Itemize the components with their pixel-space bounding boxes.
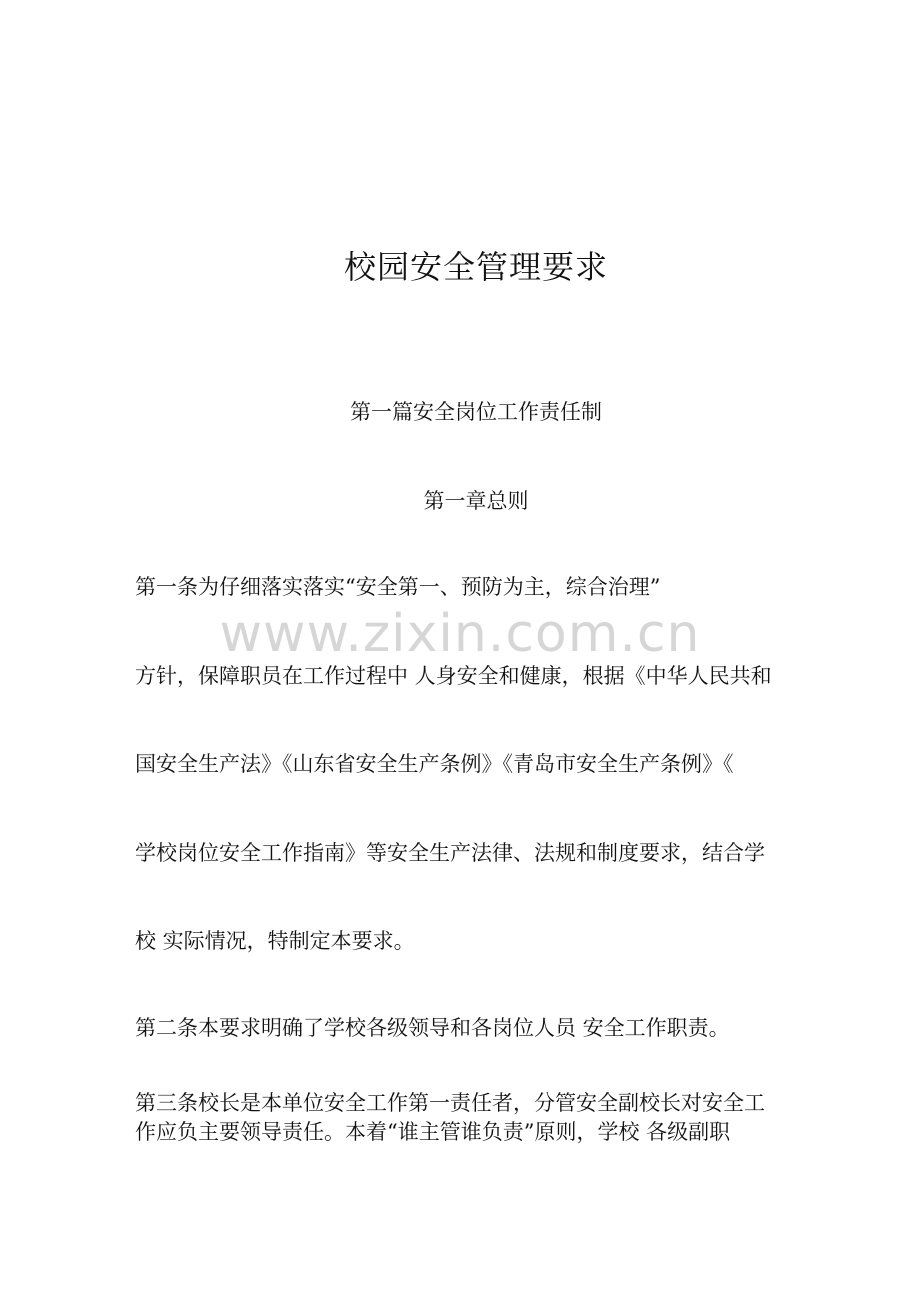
document-title: 校园安全管理要求 — [343, 248, 608, 286]
article-1-line-2: 方针，保障职员在工作过程中 人身安全和健康，根据《中华人民共和 — [135, 664, 772, 688]
watermark: www.zixin.com.cn — [219, 604, 701, 664]
article-1-line-4: 学校岗位安全工作指南》等安全生产法律、法规和制度要求，结合学 — [135, 841, 765, 865]
article-2-line-1: 第二条本要求明确了学校各级领导和各岗位人员 安全工作职责。 — [135, 1016, 730, 1040]
article-1-line-5: 校 实际情况，特制定本要求。 — [135, 929, 415, 953]
part-heading: 第一篇安全岗位工作责任制 — [350, 400, 602, 424]
chapter-heading: 第一章总则 — [423, 489, 529, 513]
article-1-line-3: 国安全生产法》《山东省安全生产条例》《青岛市安全生产条例》《 — [135, 752, 734, 776]
article-1-line-1: 第一条为仔细落实落实“安全第一、预防为主，综合治理” — [135, 575, 661, 599]
article-3-line-1: 第三条校长是本单位安全工作第一责任者，分管安全副校长对安全工 — [135, 1091, 765, 1115]
article-3-line-2: 作应负主要领导责任。本着“谁主管谁负责”原则，学校 各级副职 — [135, 1120, 731, 1144]
